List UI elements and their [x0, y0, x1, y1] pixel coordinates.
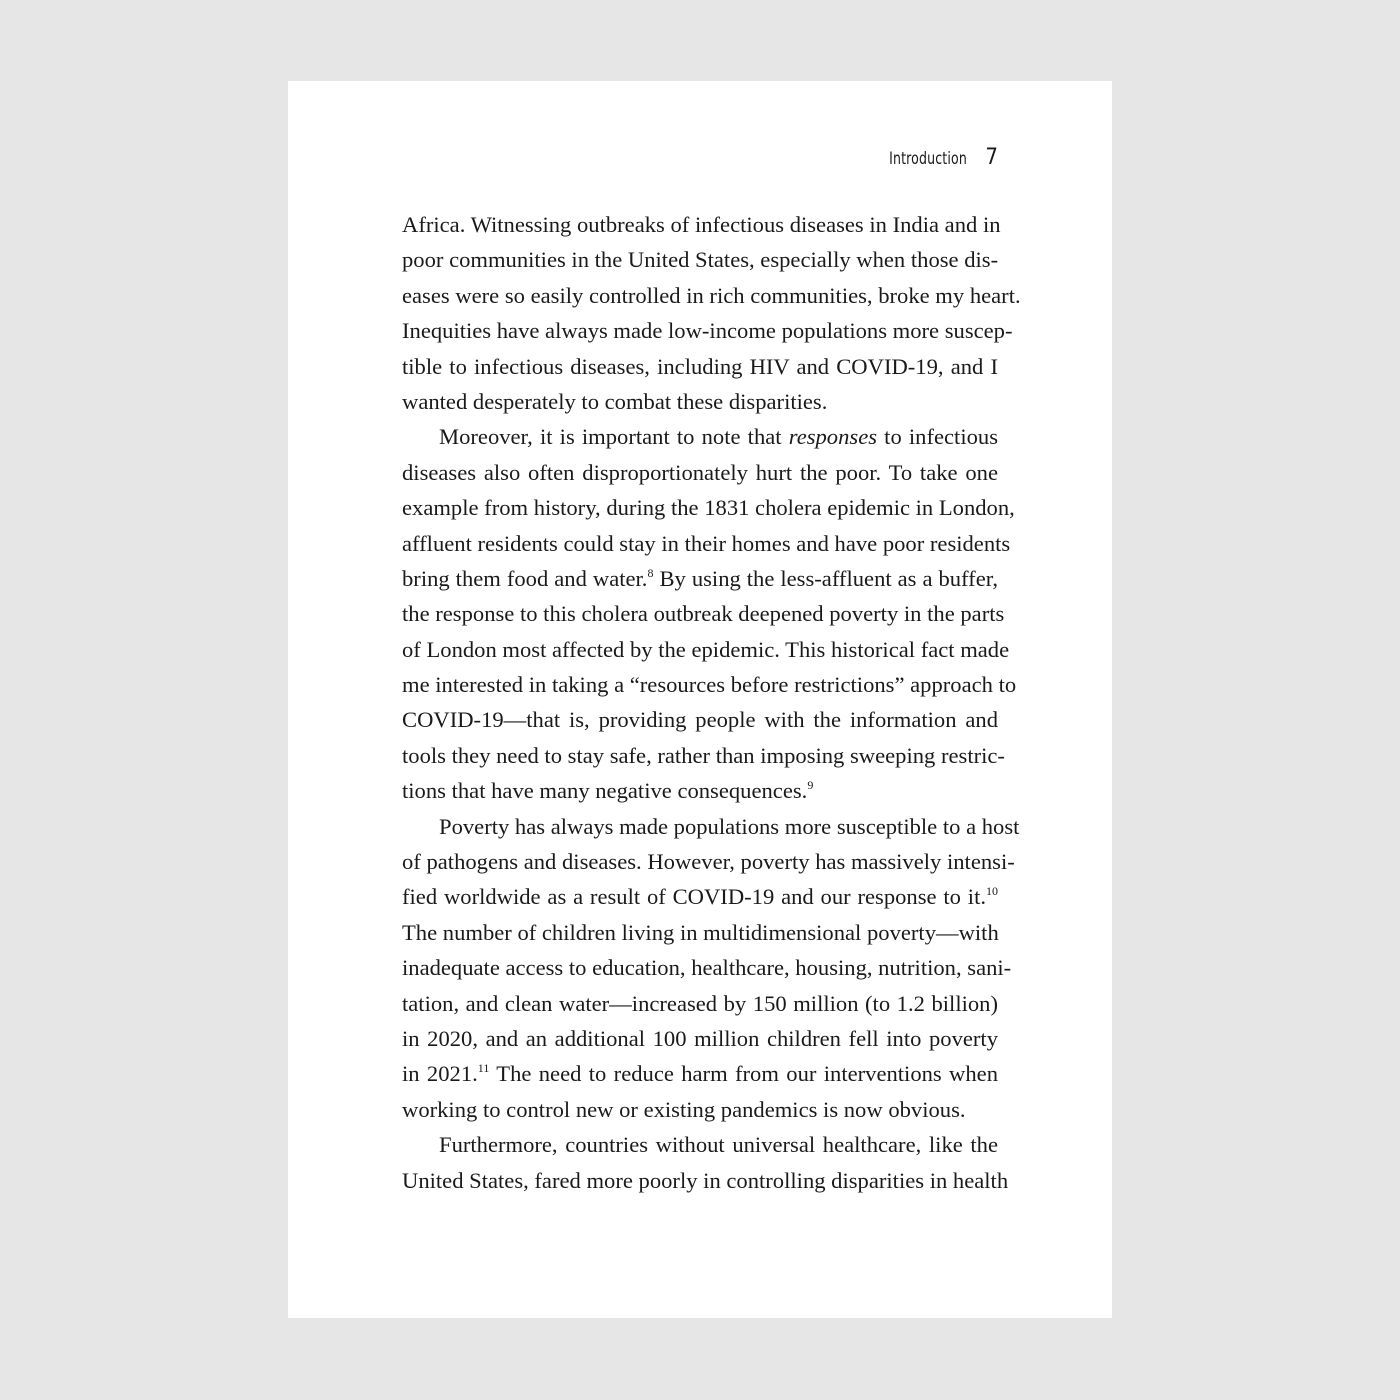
text-line: inadequate access to education, healthcare, housing, nutrition, sani-	[402, 955, 1012, 981]
text-run: in 2021.	[402, 1061, 478, 1087]
text-line: of pathogens and diseases. However, poverty has massively intensi-	[402, 849, 1015, 875]
paragraph-3	[402, 809, 1020, 1128]
text-line: diseases also often disproportionately hurt the poor. To take one	[402, 459, 998, 485]
text-run: By using the less-affluent as a buffer,	[659, 565, 998, 591]
book-page	[288, 81, 1112, 1318]
text-line	[402, 1056, 998, 1091]
text-line: The number of children living in multidimensional poverty—with	[402, 919, 999, 945]
text-line: in 2020, and an additional 100 million children fell into poverty	[402, 1025, 998, 1051]
running-head	[872, 145, 998, 170]
paragraph-1	[402, 207, 1021, 419]
text-line: Inequities have always made low-income populations more suscep-	[402, 318, 1013, 344]
text-line: COVID-19—that is, providing people with the information and	[402, 707, 998, 733]
text-run: to infectious	[884, 424, 998, 450]
text-run: fied worldwide as a result of COVID-19 and our response to it.	[402, 884, 986, 910]
text-line: affluent residents could stay in their homes and have poor residents	[402, 530, 1011, 556]
text-line: Poverty has always made populations more susceptible to a host	[439, 813, 1020, 839]
paragraph-4	[402, 1127, 1009, 1198]
text-line: tible to infectious diseases, including HIV and COVID-19, and I	[402, 353, 998, 379]
text-line: of London most affected by the epidemic. This historical fact made	[402, 636, 1010, 662]
text-line: poor communities in the United States, especially when those dis-	[402, 247, 999, 273]
text-line: me interested in taking a “resources before restrictions” approach to	[402, 672, 1017, 698]
text-line: Furthermore, countries without universal healthcare, like the	[439, 1132, 998, 1158]
text-line	[402, 773, 998, 808]
endnote-ref-8: 8	[647, 565, 654, 580]
body-text	[402, 207, 1021, 1198]
endnote-ref-11: 11	[477, 1061, 490, 1076]
text-line: the response to this cholera outbreak deepened poverty in the parts	[402, 601, 1005, 627]
page-number: 7	[985, 145, 998, 170]
text-line	[402, 419, 998, 454]
text-line	[402, 561, 998, 596]
text-line: tation, and clean water—increased by 150 million (to 1.2 billion)	[402, 990, 998, 1016]
text-line: example from history, during the 1831 cholera epidemic in London,	[402, 495, 1015, 521]
endnote-ref-9: 9	[807, 778, 814, 793]
text-line: working to control new or existing pandemics is now obvious.	[402, 1096, 966, 1122]
endnote-ref-10: 10	[986, 884, 998, 899]
text-run: bring them food and water.	[402, 565, 648, 591]
italic-term: responses	[788, 424, 878, 450]
paragraph-2	[402, 419, 1017, 808]
text-line: United States, fared more poorly in controlling disparities in health	[402, 1167, 1009, 1193]
running-head-title: Introduction	[889, 149, 968, 169]
text-run: Moreover, it is important to note that	[439, 424, 782, 450]
text-run: tions that have many negative consequences.	[402, 778, 808, 804]
text-line: tools they need to stay safe, rather than imposing sweeping restric-	[402, 742, 1005, 768]
text-line	[402, 879, 998, 914]
text-run: The need to reduce harm from our interventions when	[496, 1061, 998, 1087]
text-line: eases were so easily controlled in rich communities, broke my heart.	[402, 282, 1021, 308]
text-line: wanted desperately to combat these disparities.	[402, 388, 828, 414]
text-line: Africa. Witnessing outbreaks of infectious diseases in India and in	[402, 212, 1001, 237]
